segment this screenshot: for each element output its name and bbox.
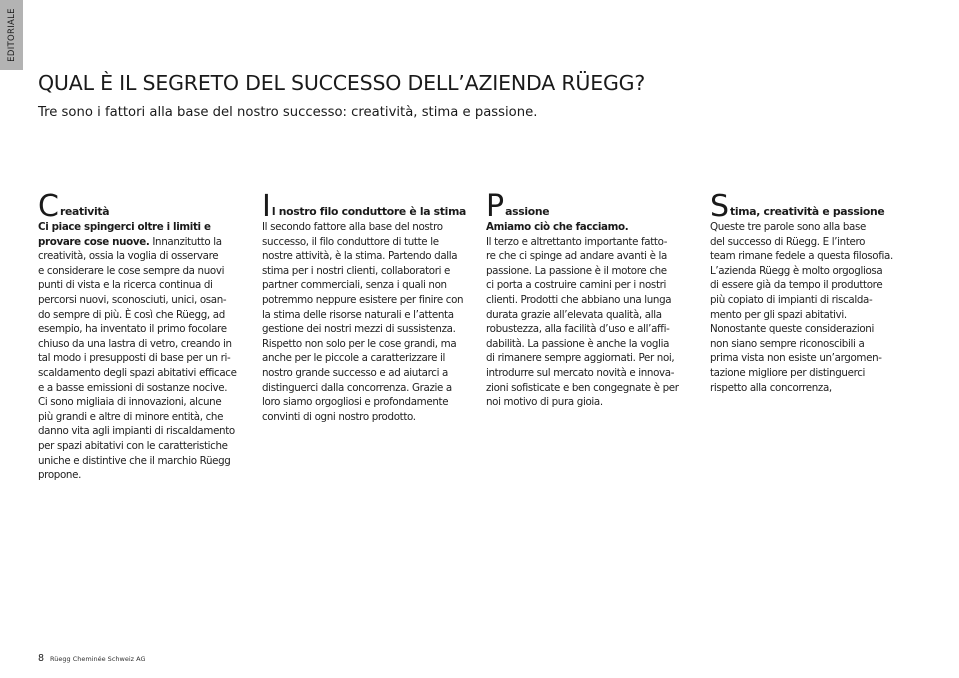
company-name: Rüegg Cheminée Schweiz AG	[50, 655, 146, 663]
body-line: esempio, ha inventato il primo focolare	[38, 323, 227, 336]
body-line: ci porta a costruire camini per i nostri	[486, 279, 667, 292]
body-line: robustezza, alla facilità d’uso e all’affi-	[486, 323, 670, 336]
body-line: scaldamento degli spazi abitativi efficace	[38, 366, 237, 379]
page-title: QUAL È IL SEGRETO DEL SUCCESSO DELL’AZIENDA RÜEGG?	[38, 71, 646, 95]
heading-text: l nostro filo conduttore è la stima	[271, 205, 467, 218]
body-line: dabilità. La passione è anche la voglia	[486, 337, 670, 350]
section-tab-label: EDITORIALE	[6, 8, 17, 62]
page-footer	[38, 653, 145, 664]
column-body	[486, 220, 694, 410]
body-line: introdurre sul mercato novità e innova-	[486, 366, 675, 379]
body-line: tazione migliore per distinguerci	[710, 366, 866, 379]
body-line: propone.	[38, 469, 82, 482]
body-text: Innanzitutto la	[152, 235, 222, 248]
column-stima-creativita-passione	[710, 190, 918, 395]
body-line: non siano sempre riconoscibili a	[710, 337, 865, 350]
body-line: punti di vista e la ricerca continua di	[38, 279, 213, 292]
body-line: passione. La passione è il motore che	[486, 264, 667, 277]
body-line: stima per i nostri clienti, collaboratori e	[262, 264, 451, 277]
column-heading	[710, 189, 918, 224]
body-line: L’azienda Rüegg è molto orgogliosa	[710, 264, 883, 277]
body-line: Queste tre parole sono alla base	[710, 221, 866, 233]
column-passione	[486, 190, 694, 410]
body-line: Rispetto non solo per le cose grandi, ma	[262, 337, 457, 350]
body-line: re che ci spinge ad andare avanti è la	[486, 250, 667, 263]
section-tab	[0, 0, 23, 70]
column-heading	[38, 189, 246, 224]
body-line: loro siamo orgogliosi e profondamente	[262, 396, 449, 409]
column-body	[710, 220, 918, 395]
body-line: del successo di Rüegg. E l’intero	[710, 235, 866, 248]
body-line: anche per le piccole a caratterizzare il	[262, 352, 446, 365]
body-line: team rimane fedele a questa filosofia.	[710, 250, 893, 263]
body-line: successo, il filo conduttore di tutte le	[262, 235, 439, 248]
body-line: zioni sofisticate e ben congegnate è per	[486, 381, 679, 394]
heading-text: tima, creatività e passione	[730, 205, 885, 218]
body-line: partner commerciali, senza i quali non	[262, 279, 447, 292]
body-line: prima vista non esiste un’argomen-	[710, 352, 882, 365]
body-line: Ci sono migliaia di innovazioni, alcune	[38, 396, 222, 409]
body-line: convinti di ogni nostro prodotto.	[262, 410, 416, 423]
heading-text: assione	[505, 205, 550, 218]
body-line: creatività, ossia la voglia di osservare	[38, 250, 219, 263]
body-line: Il secondo fattore alla base del nostro	[262, 221, 443, 233]
column-heading	[262, 189, 470, 224]
drop-cap: C	[38, 189, 59, 224]
body-line: di essere già da tempo il produttore	[710, 279, 883, 292]
body-line: rispetto alla concorrenza,	[710, 381, 832, 394]
body-line: clienti. Prodotti che abbiano una lunga	[486, 293, 672, 306]
body-line: do sempre di più. È così che Rüegg, ad	[38, 308, 225, 321]
body-line: danno vita agli impianti di riscaldamento	[38, 425, 235, 438]
column-stima	[262, 190, 470, 424]
body-line: di rimanere sempre aggiornati. Per noi,	[486, 352, 675, 365]
body-line: più grandi e altre di minore entità, che	[38, 410, 224, 423]
column-body	[38, 220, 246, 483]
lead-text: Amiamo ciò che facciamo.	[486, 221, 629, 233]
body-line: la stima delle risorse naturali e l’attenta	[262, 308, 454, 321]
page-number: 8	[38, 653, 45, 664]
column-heading	[486, 189, 694, 224]
body-line: e considerare le cose sempre da nuovi	[38, 264, 225, 277]
body-line: potremmo neppure esistere per finire con	[262, 293, 464, 306]
body-line: per spazi abitativi con le caratteristiche	[38, 439, 228, 452]
body-line: durata grazie all’elevata qualità, alla	[486, 308, 662, 321]
body-line	[38, 235, 246, 250]
body-line: Il terzo e altrettanto importante fatto-	[486, 235, 668, 248]
body-line: Nonostante queste considerazioni	[710, 323, 874, 336]
column-body	[262, 220, 470, 424]
body-line: nostre attività, è la stima. Partendo dalla	[262, 250, 458, 263]
body-line: tal modo i presupposti di base per un ri-	[38, 352, 231, 365]
drop-cap: I	[262, 189, 271, 224]
body-line: più copiato di impianti di riscalda-	[710, 293, 873, 306]
body-line: uniche e distintive che il marchio Rüegg	[38, 454, 231, 467]
body-line: noi motivo di pura gioia.	[486, 396, 603, 409]
heading-text: reatività	[59, 205, 110, 218]
body-line: distinguerci dalla concorrenza. Grazie a	[262, 381, 452, 394]
page-subtitle: Tre sono i fattori alla base del nostro successo: creatività, stima e passione.	[38, 105, 538, 120]
body-line: mento per gli spazi abitativi.	[710, 308, 847, 321]
lead-text: Ci piace spingerci oltre i limiti e	[38, 221, 211, 233]
body-line: percorsi nuovi, sconosciuti, unici, osan-	[38, 293, 227, 306]
drop-cap: S	[710, 189, 730, 224]
body-line: e a basse emissioni di sostanze nocive.	[38, 381, 228, 394]
body-line: chiuso da una lastra di vetro, creando in	[38, 337, 232, 350]
body-line: nostro grande successo e ad aiutarci a	[262, 366, 448, 379]
drop-cap: P	[486, 189, 505, 224]
lead-text: provare cose nuove.	[38, 235, 150, 248]
column-creativita	[38, 190, 246, 483]
body-line: gestione dei nostri mezzi di sussistenza.	[262, 323, 456, 336]
